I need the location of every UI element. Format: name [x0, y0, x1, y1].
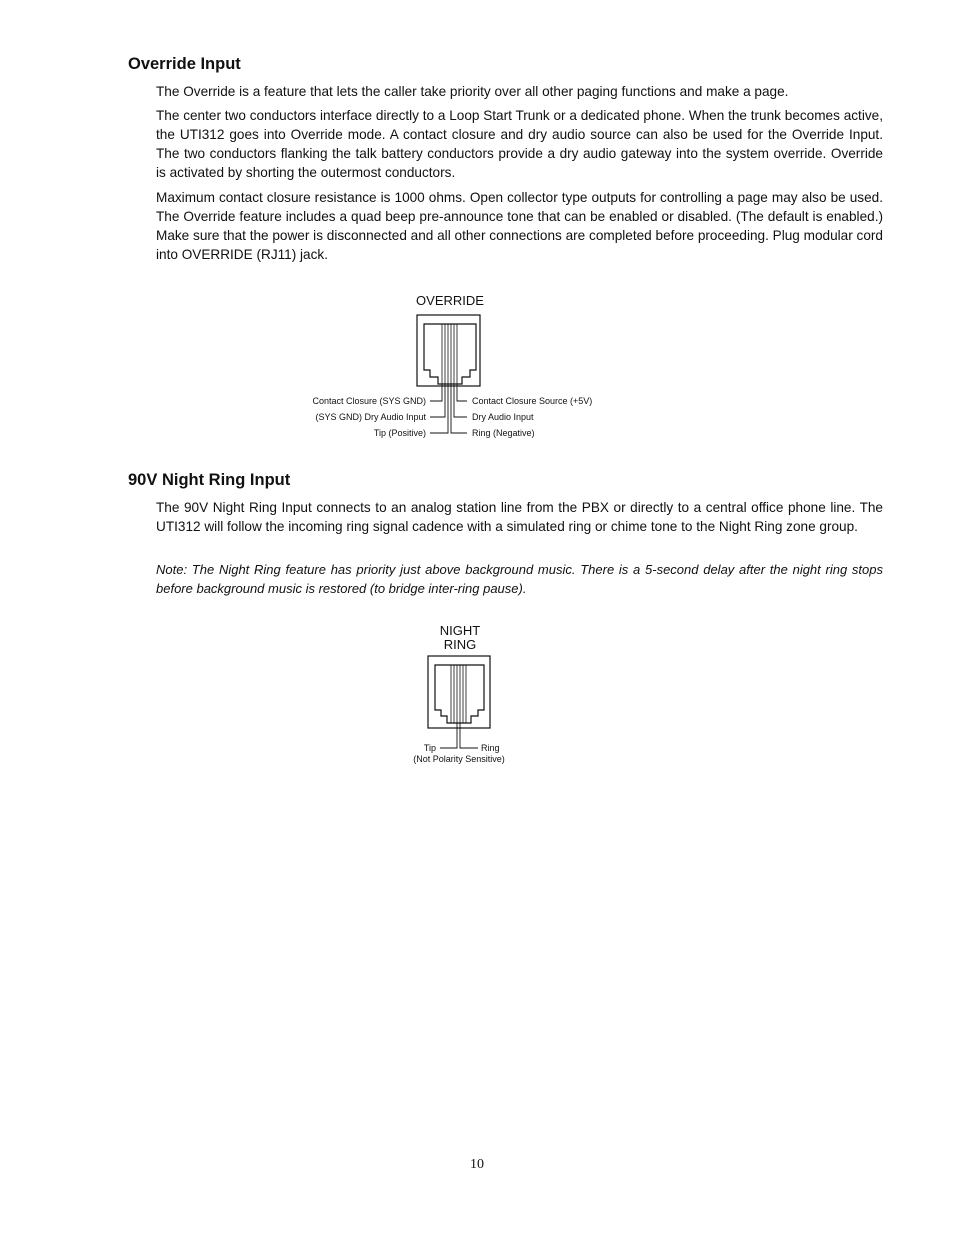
override-label-right-1: Contact Closure Source (+5V): [472, 396, 593, 406]
night-ring-jack-diagram: [400, 618, 520, 768]
override-jack-diagram: [300, 288, 620, 448]
override-label-left-2: (SYS GND) Dry Audio Input: [315, 412, 426, 422]
override-label-left-1: Contact Closure (SYS GND): [312, 396, 426, 406]
override-label-right-3: Ring (Negative): [472, 428, 535, 438]
night-ring-paragraph: The 90V Night Ring Input connects to an analog station line from the PBX or directly to a central office phone line. The UTI312 will follow the incoming ring signal cadence with a simulated ring or chime tone to the Night Ring zone group.: [156, 500, 883, 534]
override-paragraph-1: The Override is a feature that lets the caller take priority over all other paging functions and make a page.: [156, 84, 789, 99]
night-ring-label-polarity: (Not Polarity Sensitive): [413, 754, 505, 764]
night-ring-title-line2: RING: [443, 637, 477, 652]
override-paragraph-3: Maximum contact closure resistance is 1000 ohms. Open collector type outputs for controlling a page may also be used. The Override feature includes a quad beep pre-announce tone that can be enabled or disabled. (The default is enabled.) Make sure that the power is disconnected and all other connections are completed before proceeding. Plug modular cord into OVERRIDE (RJ11) jack.: [156, 190, 883, 262]
night-ring-label-tip: Tip: [423, 743, 436, 753]
override-diagram-title: OVERRIDE: [416, 293, 484, 308]
night-ring-note: Note: The Night Ring feature has priority just above background music. There is a 5-second delay after the night ring stops before background music is restored (to bridge inter-ring pause).: [156, 562, 883, 596]
override-jack-socket: [424, 324, 476, 384]
night-ring-jack-socket: [435, 665, 484, 723]
night-ring-leads: [440, 723, 478, 748]
override-jack-pins: [442, 324, 457, 384]
night-ring-jack-pins: [451, 665, 466, 723]
override-label-right-2: Dry Audio Input: [472, 412, 534, 422]
override-leads: [430, 384, 467, 433]
override-heading: Override Input: [128, 55, 241, 73]
night-ring-label-ring: Ring: [481, 743, 500, 753]
night-ring-title-line1: NIGHT: [439, 623, 481, 638]
night-ring-heading: 90V Night Ring Input: [128, 471, 291, 489]
override-label-left-3: Tip (Positive): [373, 428, 426, 438]
override-paragraph-2: The center two conductors interface directly to a Loop Start Trunk or a dedicated phone. When the trunk becomes active, the UTI312 goes into Override mode. A contact closure and dry audio source can also be used for the Override Input. The two conductors flanking the talk battery conductors provide a dry audio gateway into the system override. Override is activated by shorting the outermost conductors.: [156, 108, 883, 180]
night-ring-jack-outline: [428, 656, 490, 728]
page-number: 10: [470, 1157, 484, 1172]
